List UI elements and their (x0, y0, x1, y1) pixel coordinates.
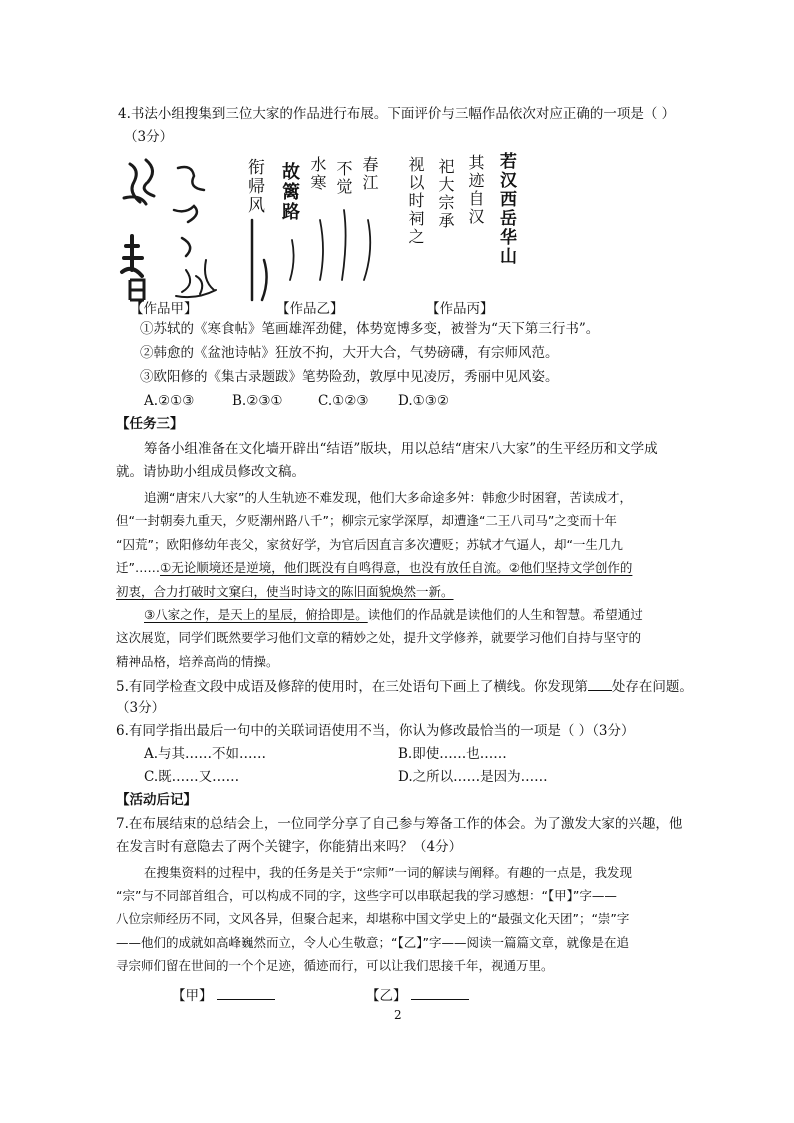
passage-line-6-rest: 读他们的作品就是读他们的人生和智慧。希望通过 (367, 607, 643, 622)
q5-stem-end: 处存在问题。 (611, 679, 693, 695)
calligraphy-bing-col-3: 祀大宗承 (436, 158, 455, 230)
underlined-sentence-2-end: 初衷，合力打破时文窠臼，使当时诗文的陈旧面貌焕然一新。 (116, 584, 454, 599)
q7-answer-jia-label: 【甲】 (172, 988, 213, 1004)
q7-answer-yi-blank[interactable] (411, 985, 469, 1000)
calligraphy-bing-image (400, 150, 520, 310)
q7-passage-line-2: “宗”与不同部首组合，可以构成不同的字，这些字可以串联起我的学习感想：“【甲】”字—— (116, 888, 617, 903)
q4-option-b[interactable]: B.②③① (232, 393, 283, 409)
q7-answer-jia (172, 985, 275, 1005)
q4-option-a[interactable]: A.②①③ (144, 393, 195, 409)
q7-passage-line-1: 在搜集资料的过程中，我的任务是关于“宗师”一词的解读与阐释。有趣的一点是，我发现 (144, 865, 632, 880)
calligraphy-bing-col-2: 其迹自汉 (466, 154, 485, 226)
q7-passage-line-4: ——他们的成就如高峰巍然而立，令人心生敬意；“【乙】”字——阅读一篇篇文章，就像是在追 (116, 935, 629, 950)
underlined-sentence-3: ③八家之作，是天上的星辰，俯拾即是。 (144, 607, 368, 622)
calligraphy-yi-strokes (236, 150, 382, 310)
calligraphy-jia-image (116, 150, 226, 310)
passage-line-1: 追溯“唐宋八大家”的人生轨迹不难发现，他们大多命途多舛：韩愈少时困窘，苦读成才， (144, 490, 632, 505)
q7-answer-jia-blank[interactable] (217, 985, 275, 1000)
q4-option-c[interactable]: C.①②③ (318, 393, 369, 409)
q5-score: （3分） (116, 700, 166, 716)
q4-stem: 4.书法小组搜集到三位大家的作品进行布展。下面评价与三幅作品依次对应正确的一项是（ ） (118, 106, 676, 122)
after-heading: 【活动后记】 (116, 792, 197, 808)
passage-line-6 (144, 606, 643, 624)
passage-line-7: 这次展览，同学们既然要学习他们文章的精妙之处，提升文学修养，就要学习他们自持与坚守的 (116, 630, 642, 645)
q7-passage-line-3: 八位宗师经历不同，文风各异，但聚合起来，却堪称中国文学史上的“最强文化天团”；“崇”字 (116, 911, 630, 926)
q6-stem: 6.有同学指出最后一句中的关联词语使用不当，你认为修改最恰当的一项是（ ）（3分） (116, 723, 635, 739)
label-work-yi: 【作品乙】 (276, 301, 344, 317)
calligraphy-yi-col-2: 不觉 (334, 160, 353, 196)
q6-option-b[interactable]: B.即使……也…… (398, 746, 507, 762)
underlined-sentence-1-2: ①无论顺境还是逆境，他们既没有自鸣得意，也没有放任自流。②他们坚持文学创作的 (159, 560, 633, 575)
passage-line-2: 但“一封朝奏九重天，夕贬潮州路八千”；柳宗元家学深厚，却遭逢“二王八司马”之变而十年 (116, 513, 617, 528)
task3-heading: 【任务三】 (116, 416, 184, 432)
task3-intro-line-1: 筹备小组准备在文化墙开辟出“结语”版块，用以总结“唐宋八大家”的生平经历和文学成 (144, 441, 658, 457)
q4-item-3: ③欧阳修的《集古录题跋》笔势险劲，敦厚中见凌厉，秀丽中见风姿。 (140, 369, 559, 385)
label-work-bing: 【作品丙】 (426, 301, 494, 317)
task3-intro-line-2: 就。请协助小组成员修改文稿。 (116, 464, 305, 480)
q4-item-1: ①苏轼的《寒食帖》笔画雄浑劲健，体势宽博多变，被誉为“天下第三行书”。 (140, 321, 600, 337)
q5-answer-blank[interactable] (588, 676, 612, 691)
q5-line-1 (116, 676, 693, 696)
q7-line-2: 在发言时有意隐去了两个关键字，你能猜出来吗？（4分） (116, 839, 463, 855)
passage-line-3: “囚荒”；欧阳修幼年丧父，家贫好学，为官后因直言多次遭贬；苏轼才气逼人，却“一生几九 (116, 537, 623, 552)
q6-option-d[interactable]: D.之所以……是因为…… (398, 769, 548, 785)
q6-option-a[interactable]: A.与其……不如…… (144, 746, 267, 762)
q4-item-2: ②韩愈的《盆池诗帖》狂放不拘，大开大合，气势磅礴，有宗师风范。 (140, 345, 559, 361)
page-number: 2 (394, 1008, 402, 1022)
q4-option-d[interactable]: D.①③② (398, 393, 449, 409)
q6-option-c[interactable]: C.既……又…… (144, 769, 240, 785)
calligraphy-yi-col-1: 春江 (360, 156, 379, 192)
q7-passage-line-5: 寻宗师们留在世间的一个个足迹，循迹而行，可以让我们思接千年，视通万里。 (116, 958, 554, 973)
calligraphy-bing-col-1: 若汉西岳华山 (496, 152, 516, 266)
passage-line-4 (116, 559, 632, 577)
q7-answer-yi (366, 985, 469, 1005)
passage-line-4-lead: 迁”…… (116, 560, 160, 575)
calligraphy-yi-image (236, 150, 382, 310)
calligraphy-yi-col-5: 衔帰风 (244, 158, 264, 215)
q4-score: （3分） (124, 129, 174, 145)
calligraphy-yi-col-3: 水寒 (308, 156, 327, 192)
q7-answer-yi-label: 【乙】 (366, 988, 407, 1004)
label-work-jia: 【作品甲】 (130, 301, 198, 317)
q5-stem: 5.有同学检查文段中成语及修辞的使用时，在三处语句下画上了横线。你发现第 (116, 679, 588, 695)
q7-line-1: 7.在布展结束的总结会上，一位同学分享了自己参与筹备工作的体会。为了激发大家的兴趣，他 (116, 816, 683, 832)
calligraphy-bing-col-4: 视以时祠之 (406, 156, 425, 246)
calligraphy-yi-col-4: 故篱路 (279, 162, 300, 222)
passage-line-8: 精神品格，培养高尚的情操。 (116, 654, 279, 669)
